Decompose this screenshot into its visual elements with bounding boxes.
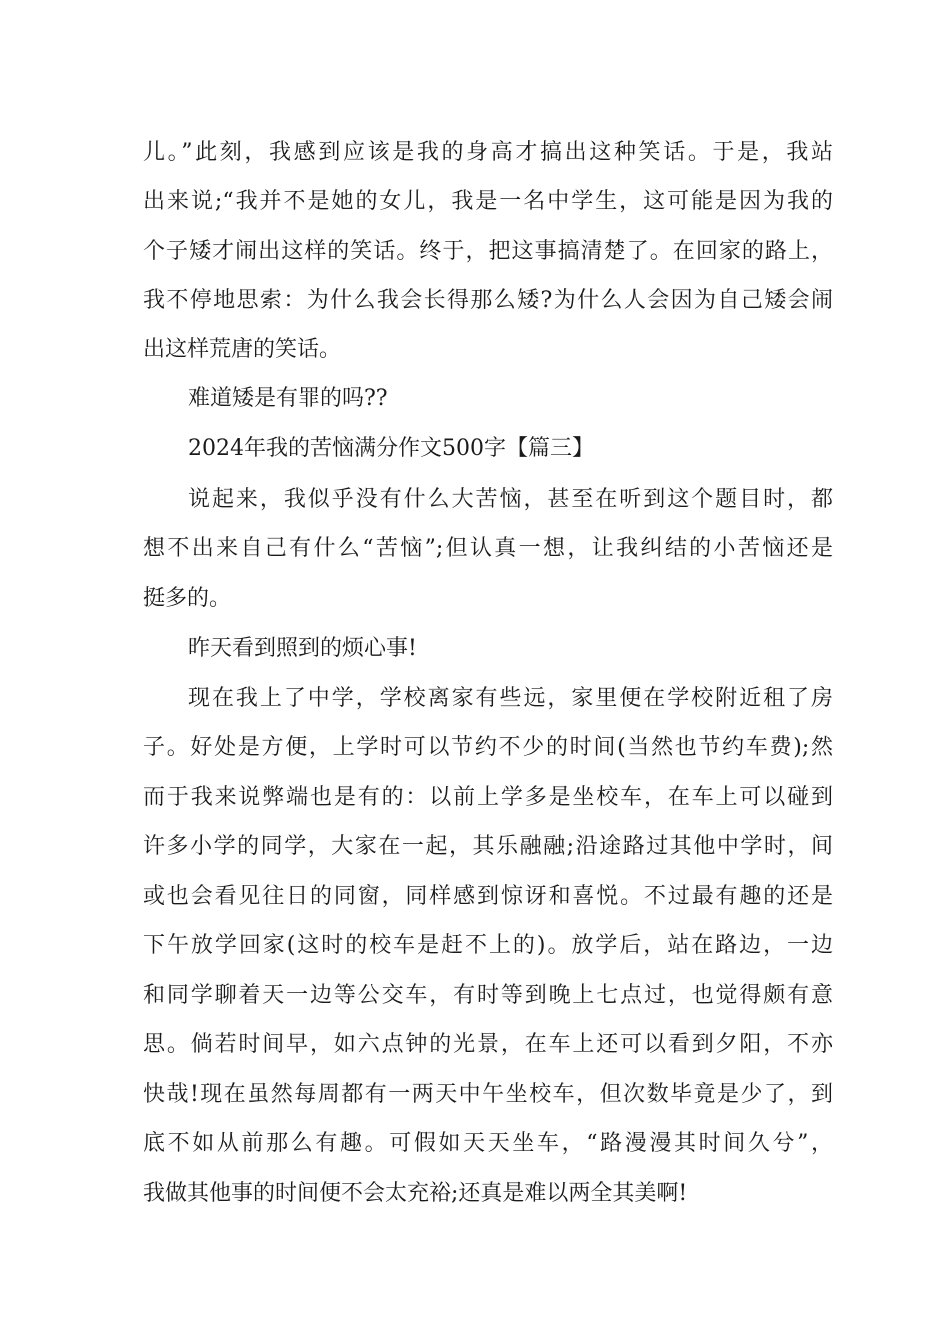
- text-line: 子。好处是方便，上学时可以节约不少的时间(当然也节约车费);然: [143, 735, 833, 760]
- text-line: 而于我来说弊端也是有的：以前上学多是坐校车，在车上可以碰到: [143, 785, 833, 810]
- text-line: 想不出来自己有什么“苦恼”;但认真一想，让我纠结的小苦恼还是: [143, 536, 833, 561]
- text-line: 思。倘若时间早，如六点钟的光景，在车上还可以看到夕阳，不亦: [143, 1032, 833, 1057]
- text-line: 许多小学的同学，大家在一起，其乐融融;沿途路过其他中学时，间: [143, 834, 833, 859]
- text-line: 我不停地思索：为什么我会长得那么矮?为什么人会因为自己矮会闹: [143, 288, 833, 313]
- text-line: 或也会看见往日的同窗，同样感到惊讶和喜悦。不过最有趣的还是: [143, 884, 833, 909]
- text-line: 快哉!现在虽然每周都有一两天中午坐校车，但次数毕竟是少了，到: [143, 1082, 833, 1107]
- text-line: 儿。”此刻，我感到应该是我的身高才搞出这种笑话。于是，我站: [143, 140, 833, 165]
- section-heading: 2024年我的苦恼满分作文500字【篇三】: [188, 436, 594, 461]
- text-line: 出来说;“我并不是她的女儿，我是一名中学生，这可能是因为我的: [143, 189, 833, 214]
- text-line: 我做其他事的时间便不会太充裕;还真是难以两全其美啊!: [143, 1181, 688, 1206]
- paragraph-line: 昨天看到照到的烦心事!: [188, 636, 417, 661]
- text-line: 出这样荒唐的笑话。: [143, 337, 342, 362]
- paragraph-line: 现在我上了中学，学校离家有些远，家里便在学校附近租了房: [188, 686, 833, 711]
- text-line: 个子矮才闹出这样的笑话。终于，把这事搞清楚了。在回家的路上，: [143, 239, 833, 264]
- paragraph-line: 难道矮是有罪的吗??: [188, 386, 388, 411]
- text-line: 和同学聊着天一边等公交车，有时等到晚上七点过，也觉得颇有意: [143, 983, 833, 1008]
- text-line: 下午放学回家(这时的校车是赶不上的)。放学后，站在路边，一边: [143, 933, 833, 958]
- text-line: 挺多的。: [143, 586, 232, 611]
- text-line: 底不如从前那么有趣。可假如天天坐车，“路漫漫其时间久兮”，: [143, 1131, 833, 1156]
- paragraph-line: 说起来，我似乎没有什么大苦恼，甚至在听到这个题目时，都: [188, 487, 833, 512]
